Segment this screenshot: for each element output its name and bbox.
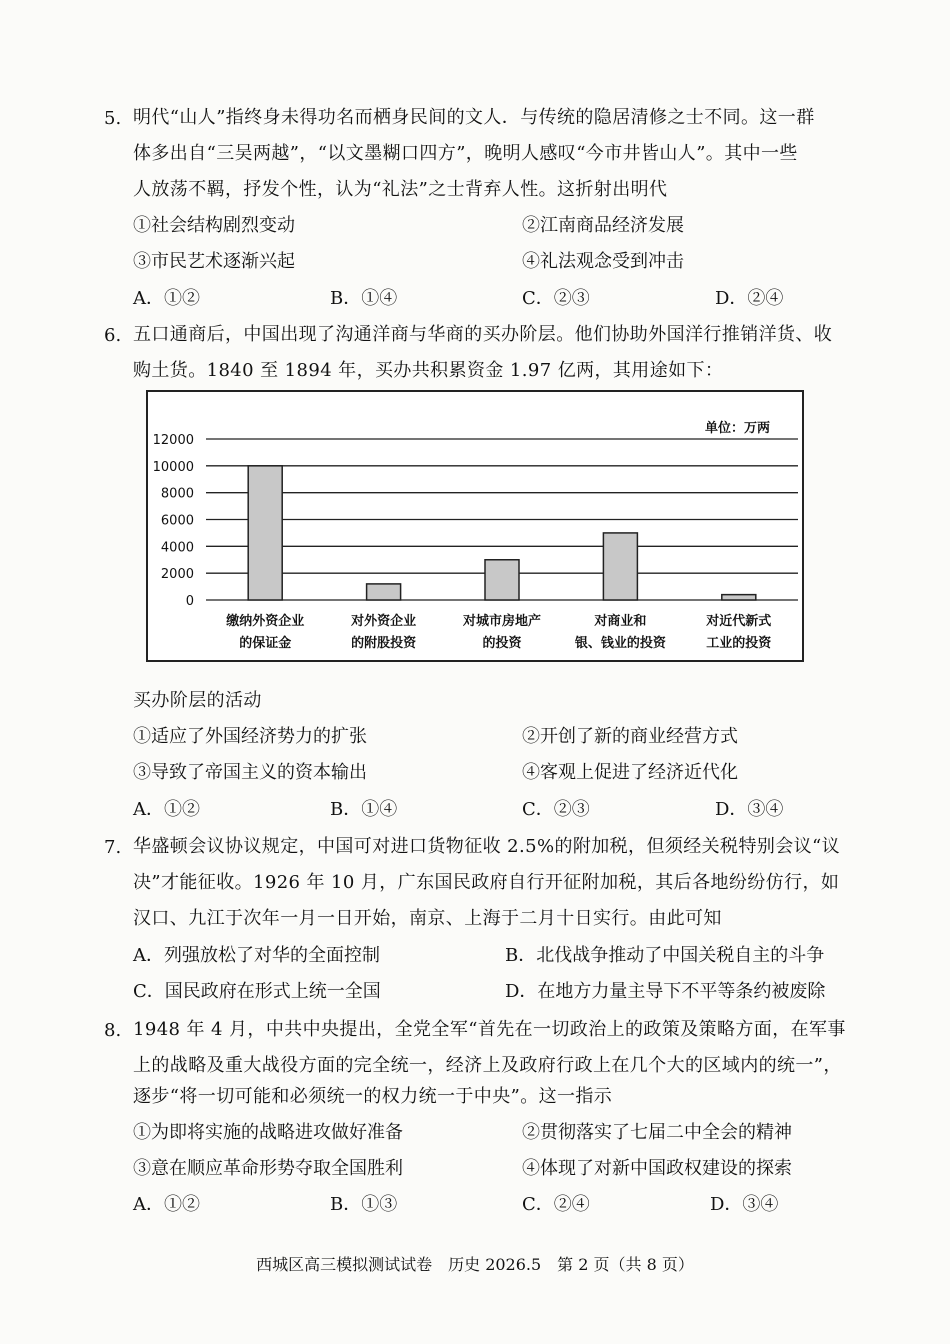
bar-chart	[146, 390, 804, 662]
x-category-label: 的保证金	[239, 636, 292, 651]
q5-line: 人放荡不羁，抒发个性，认为“礼法”之士背弃人性。这折射出明代	[133, 179, 668, 200]
q7-choice-d: D．在地方力量主导下不平等条约被废除	[505, 981, 826, 1002]
x-category-label: 对外资企业	[351, 614, 417, 629]
x-category-label: 对城市房地产	[462, 614, 542, 629]
x-category-label: 工业的投资	[706, 636, 772, 651]
q7-choice-a: A．列强放松了对华的全面控制	[133, 945, 380, 966]
q5-choice-b: B．①④	[330, 288, 398, 309]
q7-choice-b: B．北伐战争推动了中国关税自主的斗争	[505, 945, 825, 966]
q6-choice-c: C．②③	[522, 799, 590, 820]
q8-choice-d: D．③④	[710, 1194, 779, 1215]
y-tick-label: 0	[185, 594, 194, 609]
q5-line: 体多出自“三吴两越”，“以文墨糊口四方”，晚明人感叹“今市井皆山人”。其中一些	[133, 143, 798, 164]
bar	[722, 595, 756, 600]
q6-stem-after: 买办阶层的活动	[133, 690, 262, 711]
x-category-label: 对商业和	[594, 614, 647, 629]
x-category-label: 的投资	[482, 636, 522, 651]
q8-item: ④体现了对新中国政权建设的探索	[522, 1158, 792, 1179]
q7-number: 7.	[104, 837, 122, 858]
q8-line: 上的战略及重大战役方面的完全统一，经济上及政府行政上在几个大的区域内的统一”，	[133, 1055, 842, 1076]
y-tick-label: 8000	[160, 486, 194, 502]
y-tick-label: 6000	[160, 513, 194, 529]
q8-number: 8.	[104, 1020, 122, 1041]
q5-item: ①社会结构剧烈变动	[133, 215, 295, 236]
bar	[248, 466, 282, 600]
chart-unit-label: 单位：万两	[704, 421, 770, 436]
q5-line: 明代“山人”指终身未得功名而栖身民间的文人．与传统的隐居清修之士不同。这一群	[133, 107, 815, 128]
y-tick-label: 10000	[152, 459, 194, 475]
q6-choice-d: D．③④	[715, 799, 784, 820]
q6-line: 购土货。1840 至 1894 年，买办共积累资金 1.97 亿两，其用途如下：	[133, 360, 724, 381]
q8-choice-b: B．①③	[330, 1194, 398, 1215]
q7-line: 决”才能征收。1926 年 10 月，广东国民政府自行开征附加税，其后各地纷纷仿行，如	[133, 872, 840, 893]
q6-item: ③导致了帝国主义的资本输出	[133, 762, 367, 783]
bar	[603, 533, 637, 600]
q8-line: 1948 年 4 月，中共中央提出，全党全军“首先在一切政治上的政策及策略方面，在军事	[133, 1019, 846, 1040]
y-tick-label: 2000	[160, 567, 194, 583]
q8-item: ③意在顺应革命形势夺取全国胜利	[133, 1158, 403, 1179]
q5-choice-a: A．①②	[133, 288, 200, 309]
q5-item: ③市民艺术逐渐兴起	[133, 251, 295, 272]
q7-line: 华盛顿会议协议规定，中国可对进口货物征收 2.5%的附加税，但须经关税特别会议“议	[133, 836, 841, 857]
q7-choice-c: C．国民政府在形式上统一全国	[133, 981, 381, 1002]
q7-line: 汉口、九江于次年一月一日开始，南京、上海于二月十日实行。由此可知	[133, 908, 722, 929]
y-tick-label: 12000	[152, 433, 194, 448]
bar	[367, 584, 401, 600]
q6-item: ④客观上促进了经济近代化	[522, 762, 738, 783]
q8-choice-c: C．②④	[522, 1194, 590, 1215]
q6-line: 五口通商后，中国出现了沟通洋商与华商的买办阶层。他们协助外国洋行推销洋货、收	[133, 324, 833, 345]
q5-item: ②江南商品经济发展	[522, 215, 684, 236]
x-category-label: 对近代新式	[706, 614, 772, 629]
bar	[485, 560, 519, 600]
q8-line: 逐步“将一切可能和必须统一的权力统一于中央”。这一指示	[133, 1086, 613, 1107]
q8-choice-a: A．①②	[133, 1194, 200, 1215]
q5-number: 5.	[104, 108, 122, 129]
x-category-label: 银、钱业的投资	[574, 636, 666, 651]
q5-item: ④礼法观念受到冲击	[522, 251, 684, 272]
q5-choice-c: C．②③	[522, 288, 590, 309]
x-category-label: 的附股投资	[351, 636, 417, 651]
q6-choice-a: A．①②	[133, 799, 200, 820]
q8-item: ①为即将实施的战略进攻做好准备	[133, 1122, 403, 1143]
x-category-label: 缴纳外资企业	[226, 614, 305, 629]
y-tick-label: 4000	[160, 540, 194, 556]
page-footer: 西城区高三模拟测试试卷 历史 2026.5 第 2 页（共 8 页）	[256, 1255, 694, 1274]
chart-svg	[148, 392, 802, 660]
q6-item: ②开创了新的商业经营方式	[522, 726, 738, 747]
q6-item: ①适应了外国经济势力的扩张	[133, 726, 367, 747]
q5-choice-d: D．②④	[715, 288, 784, 309]
q8-item: ②贯彻落实了七届二中全会的精神	[522, 1122, 792, 1143]
q6-choice-b: B．①④	[330, 799, 398, 820]
q6-number: 6.	[104, 325, 122, 346]
